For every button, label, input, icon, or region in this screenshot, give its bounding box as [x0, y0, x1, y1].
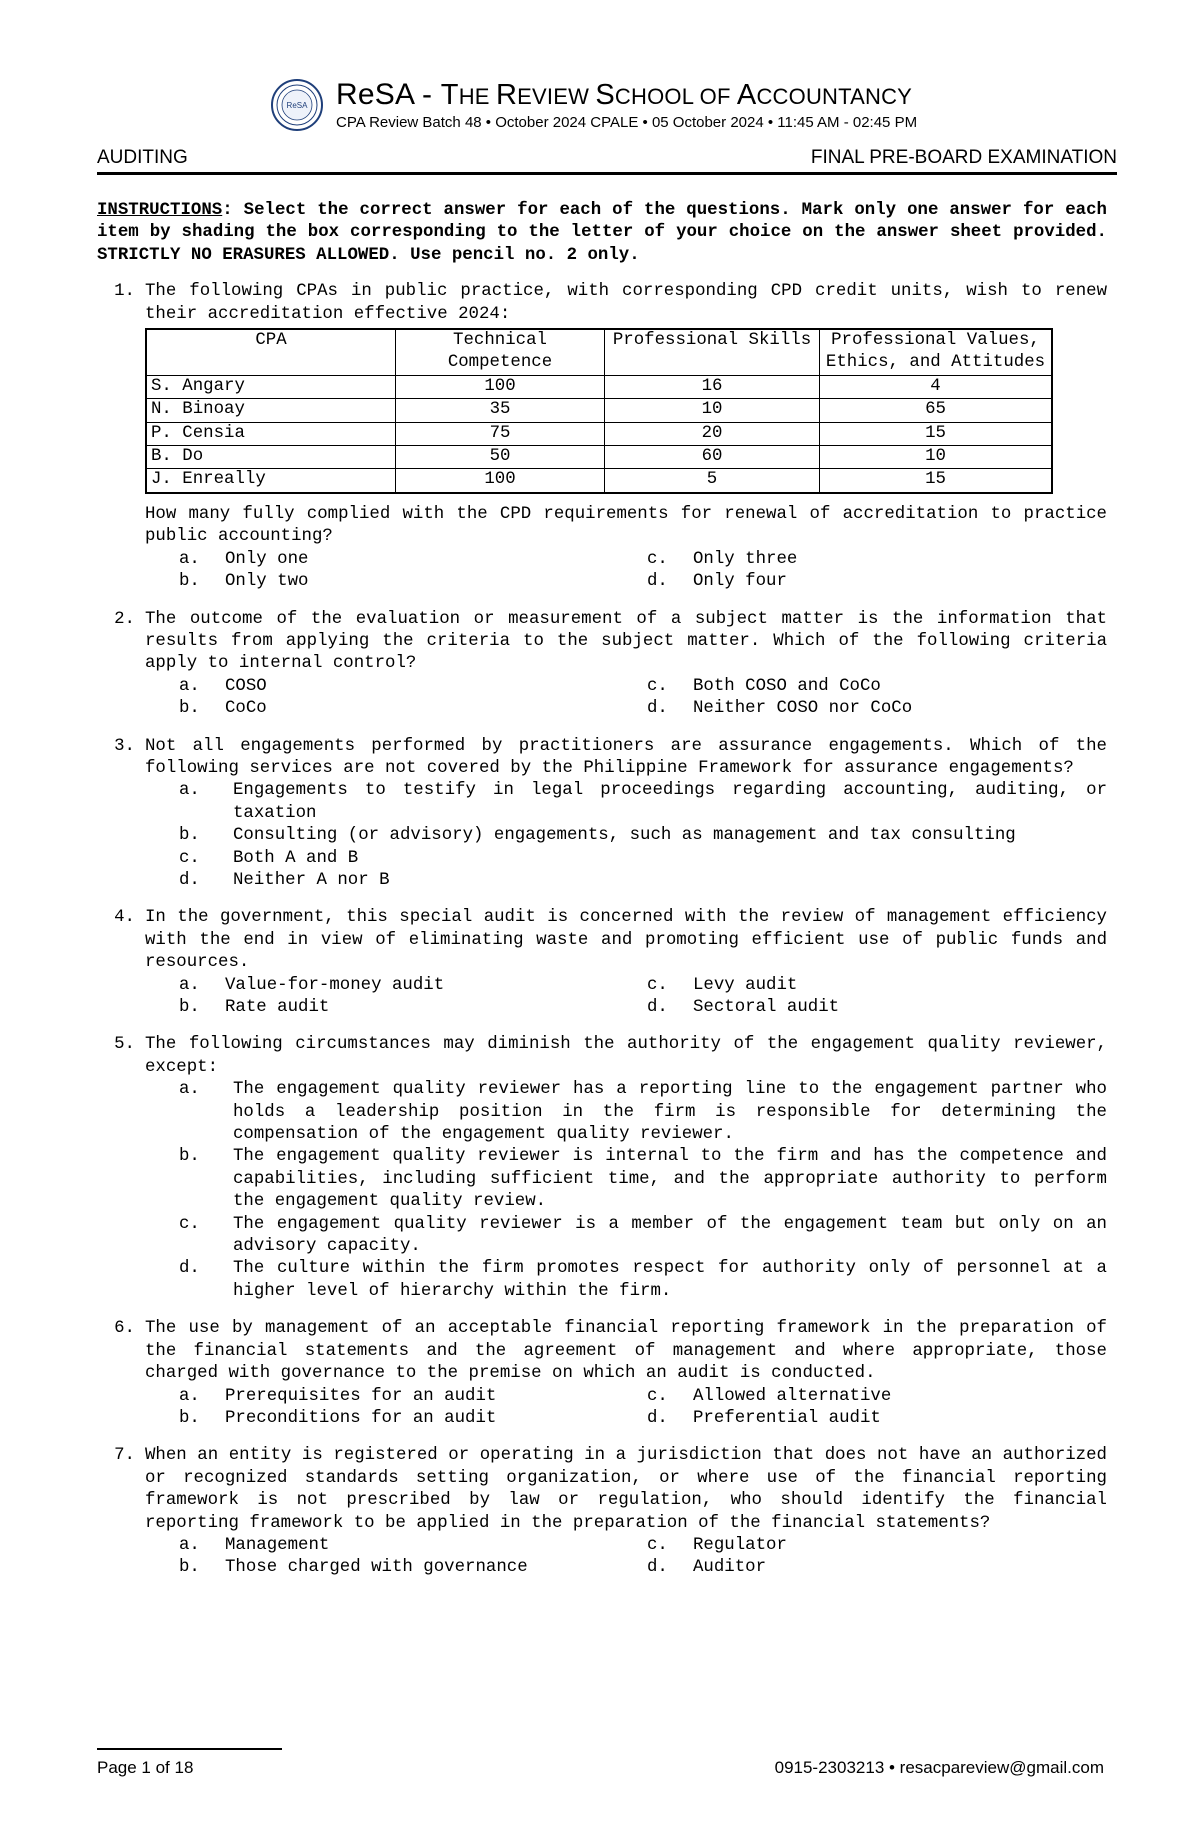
choice-b: b. Consulting (or advisory) engagements, such as management and tax consulting — [179, 826, 1016, 846]
table-row — [146, 399, 1052, 422]
choice-b: b. Those charged with governance — [179, 1558, 528, 1578]
column-header: Technical Competence — [396, 329, 605, 375]
table-cell: N. Binoay — [146, 399, 396, 422]
choice-c: c. Regulator — [647, 1535, 787, 1555]
column-header: Professional Skills — [605, 329, 820, 375]
choice-a: a. Engagements to testify in legal proceedings regarding accounting, auditing, or taxation — [179, 781, 1107, 823]
question-number: 6. — [114, 1319, 135, 1339]
table-row — [146, 446, 1052, 469]
question-7 — [97, 1445, 1107, 1579]
question-5 — [97, 1034, 1107, 1303]
choice-d: d. Only four — [647, 572, 787, 592]
table-cell: 10 — [605, 399, 820, 422]
table-cell: J. Enreally — [146, 469, 396, 493]
table-cell: 4 — [820, 375, 1053, 398]
choice-c: c. Both COSO and CoCo — [647, 676, 881, 696]
choice-c: c. Levy audit — [647, 975, 798, 995]
choice-d: d. The culture within the firm promotes respect for authority only of personnel at a higher level of hierarchy within the firm. — [179, 1259, 1107, 1301]
subject-label: AUDITING — [97, 147, 188, 168]
choices — [179, 1535, 1107, 1580]
question-text: In the government, this special audit is concerned with the review of management efficiency with the end in view of eliminating waste and promoting efficient use of public funds and resources. — [145, 908, 1107, 973]
exam-name: FINAL PRE-BOARD EXAMINATION — [810, 147, 1117, 168]
instructions-text: : Select the correct answer for each of the questions. Mark only one answer for each item by shading the box corresponding to the letter of your choice on the answer sheet provided. STRICTLY NO ERASURES ALLOWED. Use pencil no. 2 only. — [97, 201, 1107, 265]
header-divider — [97, 172, 1117, 175]
choices — [179, 549, 1107, 594]
table-header-row — [146, 329, 1052, 375]
cpd-table — [145, 328, 1053, 494]
question-text: The following CPAs in public practice, with corresponding CPD credit units, wish to renew their accreditation effective 2024: — [145, 282, 1107, 324]
choice-c: c. The engagement quality reviewer is a member of the engagement team but only on an advisory capacity. — [179, 1214, 1107, 1257]
table-cell: 15 — [820, 422, 1053, 445]
table-cell: 100 — [396, 469, 605, 493]
choice-b: b. Rate audit — [179, 998, 330, 1017]
table-row — [146, 469, 1052, 493]
choices — [179, 975, 1107, 1020]
choice-d: d. Neither COSO nor CoCo — [647, 699, 913, 719]
question-3 — [97, 736, 1107, 893]
choice-a: a. Only one — [179, 549, 309, 569]
choice-a: a. Management — [179, 1535, 330, 1555]
table-cell: 75 — [396, 422, 605, 445]
question-text: When an entity is registered or operating in a jurisdiction that does not have an authorized or recognized standards setting organization, or where use of the financial reporting framework is not prescribed by law or regulation, who should identify the financial reporting framework to be applied in the preparation of the financial statements? — [145, 1446, 1107, 1533]
column-header: CPA — [146, 329, 396, 375]
batch-line: CPA Review Batch 48 • October 2024 CPALE • 05 October 2024 • 11:45 AM - 02:45 PM — [336, 114, 918, 131]
table-cell: 16 — [605, 375, 820, 398]
choice-c: c. Only three — [647, 549, 798, 569]
table-cell: 50 — [396, 446, 605, 469]
question-text: The use by management of an acceptable financial reporting framework in the preparation of the financial statements and the agreement of management and where appropriate, those charged with governance to the premise on which an audit is conducted. — [145, 1319, 1107, 1384]
school-title: ReSA - THE REVIEW SCHOOL OF ACCOUNTANCY — [336, 78, 913, 111]
table-cell: 20 — [605, 422, 820, 445]
choice-d: d. Sectoral audit — [647, 998, 840, 1017]
choice-b: b. The engagement quality reviewer is internal to the firm and has the competence and capabilities, including sufficient time, and the appropriate authority to perform the engagement quality review. — [179, 1147, 1107, 1212]
choice-b: b. Only two — [179, 572, 309, 592]
choices — [179, 780, 1107, 892]
table-cell: 5 — [605, 469, 820, 493]
table-cell: 35 — [396, 399, 605, 422]
table-cell: B. Do — [146, 446, 396, 469]
question-text: The outcome of the evaluation or measurement of a subject matter is the information that results from applying the criteria to the subject matter. Which of the following criteria apply to internal control? — [145, 609, 1107, 674]
table-row — [146, 375, 1052, 398]
question-text: Not all engagements performed by practitioners are assurance engagements. Which of the following services are not covered by the Philippine Framework for assurance engagements? — [145, 736, 1107, 778]
table-cell: 10 — [820, 446, 1053, 469]
table-cell: 100 — [396, 375, 605, 398]
page-header — [0, 0, 1200, 140]
page-number: Page 1 of 18 — [97, 1758, 194, 1777]
question-number: 1. — [114, 282, 135, 302]
question-number: 4. — [114, 908, 135, 928]
choice-d: d. Auditor — [647, 1558, 767, 1578]
table-cell: 15 — [820, 469, 1053, 493]
choices — [179, 1079, 1107, 1303]
table-cell: S. Angary — [146, 375, 396, 398]
choice-a: a. Prerequisites for an audit — [179, 1386, 497, 1406]
table-row — [146, 422, 1052, 445]
question-6 — [97, 1318, 1107, 1430]
table-cell: 60 — [605, 446, 820, 469]
question-1 — [97, 281, 1107, 593]
subject-row — [97, 144, 1117, 172]
question-4 — [97, 907, 1107, 1019]
choices — [179, 676, 1107, 721]
svg-text:ReSA: ReSA — [286, 101, 308, 110]
choices — [179, 1386, 1107, 1431]
question-followup: How many fully complied with the CPD requirements for renewal of accreditation to practice public accounting? — [145, 504, 1107, 547]
question-number: 7. — [114, 1446, 135, 1466]
table-cell: P. Censia — [146, 422, 396, 445]
choice-c: c. Allowed alternative — [647, 1386, 892, 1406]
choice-a: a. COSO — [179, 676, 267, 696]
instructions-label: INSTRUCTIONS — [97, 201, 223, 220]
choice-b: b. Preconditions for an audit — [179, 1408, 497, 1428]
question-2 — [97, 609, 1107, 721]
table-cell: 65 — [820, 399, 1053, 422]
contact-info: 0915-2303213 • resacpareview@gmail.com — [774, 1758, 1104, 1777]
choice-a: a. Value-for-money audit — [179, 975, 445, 995]
question-text: The following circumstances may diminish the authority of the engagement quality reviewer, except: — [145, 1035, 1107, 1077]
choice-d: d. Neither A nor B — [179, 870, 390, 890]
choice-c: c. Both A and B — [179, 848, 359, 868]
choice-d: d. Preferential audit — [647, 1408, 881, 1428]
question-number: 2. — [114, 609, 135, 629]
choice-a: a. The engagement quality reviewer has a reporting line to the engagement partner who holds a leadership position in the firm is responsible for determining the compensation of the engagement quality reviewer. — [179, 1080, 1107, 1145]
resa-logo-icon — [270, 78, 324, 132]
question-number: 3. — [114, 736, 135, 756]
choice-b: b. CoCo — [179, 699, 267, 719]
instructions — [97, 200, 1107, 267]
exam-content — [97, 200, 1107, 1595]
column-header: Professional Values, Ethics, and Attitudes — [820, 329, 1053, 375]
footer-divider — [97, 1748, 282, 1750]
question-number: 5. — [114, 1035, 135, 1055]
